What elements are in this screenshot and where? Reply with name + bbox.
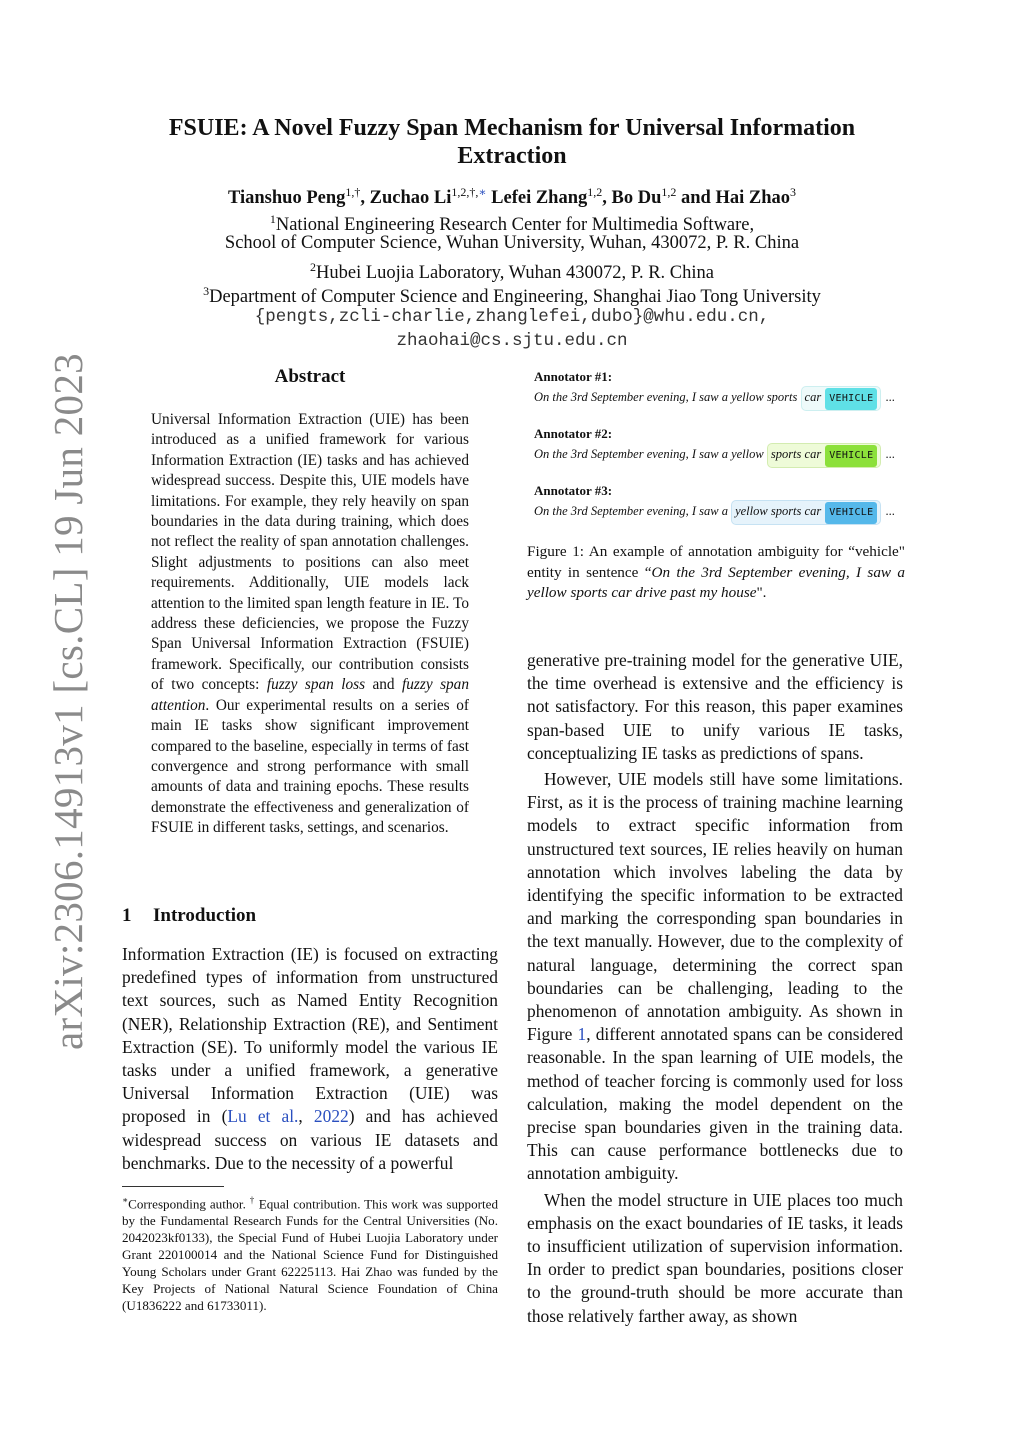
annotator-2-sentence — [534, 443, 895, 468]
sentence-prefix: On the 3rd September evening, I saw a — [534, 504, 728, 518]
affiliation-text: Department of Computer Science and Engineering, Shanghai Jiao Tong University — [209, 287, 821, 308]
author-name: and Hai Zhao — [676, 188, 790, 209]
ellipsis: ... — [885, 447, 895, 461]
intro-paragraph-1 — [122, 943, 498, 1175]
affiliation-sup: 1 — [269, 212, 276, 226]
abstract-emphasis-fuzzy-span-loss: fuzzy span loss — [266, 676, 366, 694]
author-list — [120, 180, 904, 210]
section-heading-introduction — [122, 905, 256, 927]
title-line-1: FSUIE: A Novel Fuzzy Span Mechanism for Universal Information — [168, 115, 856, 141]
citation-lu-2022-year[interactable]: 2022 — [313, 1106, 349, 1127]
section-title: Introduction — [153, 905, 257, 926]
affiliation-1-line-2: School of Computer Science, Wuhan University, Wuhan, 430072, P. R. China — [224, 233, 800, 253]
corresponding-author-marker[interactable]: ∗ — [478, 185, 487, 199]
author-name: Tianshuo Peng — [227, 188, 346, 209]
paragraph-limitations — [527, 768, 903, 1186]
span-text: car — [804, 390, 822, 404]
author-name: , Zuchao Li — [360, 188, 452, 209]
footnote — [122, 1192, 498, 1314]
footnote-divider — [122, 1186, 224, 1187]
sentence-prefix: On the 3rd September evening, I saw a yellow — [534, 447, 764, 461]
paragraph-model-structure: When the model structure in UIE places too much emphasis on the exact boundaries of IE tasks, it leads to insufficient utilization of supervision information. In order to predict span boundaries, positions closer to the ground-truth should be more accurate than those relatively farther away, as shown — [527, 1189, 903, 1326]
annotator-1-label: Annotator #1: — [534, 369, 613, 384]
author-name: , Bo Du — [602, 188, 662, 209]
affiliation-text: National Engineering Research Center for Multimedia Software, — [275, 215, 755, 236]
span-text: sports car — [770, 447, 822, 461]
footnote-corresponding: Corresponding author. — [128, 1196, 250, 1212]
footnote-text: Equal contribution. This work was supported by the Fundamental Research Funds for the Central Universities (No. 2042023kf0133), the Special Fund of Hubei Luojia Laboratory under Grant 220100014 and the National Science Fund for Distinguished Young Scholars under Grant 62225113. Hai Zhao was funded by the Key Projects of National Natural Science Foundation of China (U1836222 and 61733011). — [122, 1196, 498, 1314]
author-affil-sup: 1,† — [345, 185, 361, 199]
abstract-text-end: . Our experimental results on a series of main IE tasks show significant improvement compared to the baseline, especially in terms of fast convergence and strong performance with small amounts of data and training epochs. These results demonstrate the effectiveness and generalization of FSUIE in different tasks, settings, and scenarios. — [151, 696, 469, 837]
citation-lu-2022-author[interactable]: Lu et al. — [227, 1106, 299, 1127]
right-column-body — [527, 649, 903, 1328]
author-affil-sup-text: 1,2,†, — [451, 185, 479, 199]
annotator-2-label: Annotator #2: — [534, 426, 613, 441]
caption-text: Figure 1: An example of annotation ambiguity for “vehicle" entity in sentence “ — [527, 543, 905, 581]
email-line-1: {pengts,zcli-charlie,zhanglefei,dubo}@whu.edu.cn, — [254, 307, 770, 327]
entity-tag-vehicle: VEHICLE — [825, 502, 877, 524]
ellipsis: ... — [885, 390, 895, 404]
author-affil-sup: 3 — [790, 185, 796, 199]
figure-1-caption — [527, 542, 905, 604]
abstract-emphasis-fuzzy-span-attention: fuzzy span attention — [151, 676, 469, 714]
intro-text-end: ) and has achieved widespread success on various IE datasets and benchmarks. Due to the necessity of a powerful — [122, 1106, 499, 1173]
paper-title — [120, 114, 904, 170]
paragraph-text-start: However, UIE models still have some limitations. First, as it is the process of training machine learning models to extract specific information from unstructured text sources, IE relies heavily on human annotation which involves labeling the data by identifying the specific information to be extracted and marking the corresponding span boundaries in the text manually. However, due to the complexity of natural language, determining the correct span boundaries can be challenging, leading to the phenomenon of annotation ambiguity. As shown in Figure — [527, 769, 903, 1045]
entity-tag-vehicle: VEHICLE — [825, 445, 877, 467]
abstract-and: and — [365, 676, 403, 694]
author-affil-sup: 1,2 — [661, 185, 677, 199]
citation-separator: , — [298, 1106, 314, 1127]
paragraph-text-end: , different annotated spans can be considered reasonable. In the span learning of UIE models, the method of teacher forcing is commonly used for loss calculation, making the model dependent on the precise span boundaries given in the training data. This can cause performance bottlenecks due to annotation ambiguity. — [527, 1024, 903, 1184]
span-text: yellow sports car — [735, 504, 822, 518]
author-affil-sup: 1,2 — [587, 185, 603, 199]
annotated-span — [801, 386, 882, 411]
abstract-text-start: Universal Information Extraction (UIE) has been introduced as a unified framework for various Information Extraction (IE) tasks and has achieved widespread success. Despite this, UIE models have limitations. For example, they rely heavily on span boundaries in the data during training, which does not reflect the reality of span annotation challenges. Slight adjustments to positions can also meet requirements. Additionally, UIE models lack attention to the limited span length feature in IE. To address these deficiencies, we propose the Fuzzy Span Universal Information Extraction (FSUIE) framework. Specifically, our contribution consists of two concepts: — [151, 411, 469, 694]
sentence-prefix: On the 3rd September evening, I saw a yellow sports — [534, 390, 798, 404]
author-name: Lefei Zhang — [486, 188, 588, 209]
annotator-3-sentence — [534, 500, 895, 525]
caption-example-sentence: On the 3rd September evening, I saw a yellow sports car drive past my house — [527, 563, 905, 602]
figure-1-reference[interactable]: 1 — [577, 1024, 587, 1045]
affiliation-text: Hubei Luojia Laboratory, Wuhan 430072, P. R. China — [316, 263, 714, 284]
paragraph-continued: generative pre-training model for the generative UIE, the time overhead is extensive and the efficiency is not satisfactory. For this reason, this paper examines span-based UIE to unify various IE tasks, conceptualizing IE tasks as predictions of spans. — [527, 650, 903, 763]
email-line-2: zhaohai@cs.sjtu.edu.cn — [396, 331, 628, 351]
section-number: 1 — [122, 905, 132, 926]
annotator-1-sentence — [534, 386, 895, 411]
annotator-3-label: Annotator #3: — [534, 483, 613, 498]
footnote-star: ∗ — [122, 1195, 129, 1205]
author-affil-sup — [451, 185, 486, 199]
title-line-2: Extraction — [457, 143, 567, 169]
annotated-span — [767, 443, 882, 468]
footnote-dagger: † — [249, 1195, 255, 1205]
intro-text-start: Information Extraction (IE) is focused on extracting predefined types of information from unstructured text sources, such as Named Entity Recognition (NER), Relationship Extraction (RE), and Sentiment Extraction (SE). To uniformly model the various IE tasks under a unified framework, a generative Universal Information Extraction (UIE) was proposed in ( — [122, 944, 498, 1127]
abstract-body — [151, 410, 469, 839]
entity-tag-vehicle: VEHICLE — [825, 388, 877, 410]
ellipsis: ... — [885, 504, 895, 518]
caption-end: ". — [756, 584, 767, 602]
affiliation-sup: 3 — [203, 284, 210, 298]
affiliation-sup: 2 — [310, 260, 316, 274]
annotated-span — [731, 500, 881, 525]
arxiv-identifier-stamp: arXiv:2306.14913v1 [cs.CL] 19 Jun 2023 — [45, 353, 91, 1050]
abstract-heading: Abstract — [274, 366, 346, 387]
